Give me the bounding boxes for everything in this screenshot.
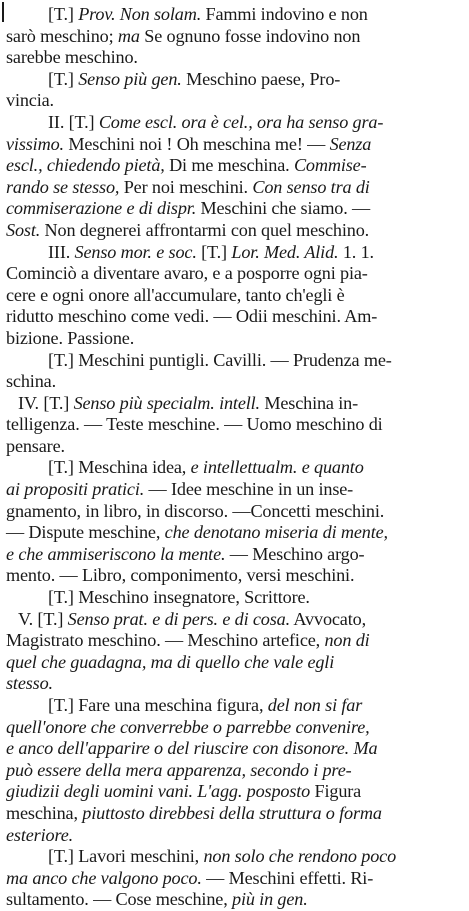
roman-text: vincia.: [6, 90, 54, 111]
text-line: [6, 695, 466, 717]
text-line: [6, 673, 466, 695]
italic-text: escl., chiedendo pietà,: [6, 155, 165, 176]
roman-text: sarebbe meschino.: [6, 47, 138, 68]
text-line: [6, 825, 466, 847]
italic-text: Senso prat. e di pers. e di cosa.: [67, 608, 291, 629]
text-line: [6, 501, 466, 523]
roman-text: — Meschino argo-: [225, 543, 365, 564]
text-line: [6, 177, 466, 199]
italic-text: Commise-: [293, 155, 367, 176]
roman-text: [T.] Fare una meschina figura,: [48, 695, 268, 715]
text-line: [6, 112, 466, 134]
roman-text: — Dispute meschine,: [6, 522, 165, 543]
italic-text: rando se stesso,: [6, 176, 120, 197]
text-line: [6, 522, 466, 544]
text-line: [6, 457, 466, 479]
roman-text: [T.]: [48, 68, 79, 89]
roman-text: mento. — Libro, componimento, versi meschini.: [6, 565, 355, 586]
text-line: [6, 414, 466, 436]
text-line: [6, 90, 466, 112]
italic-text: piuttosto direbbesi della struttura o forma: [82, 802, 382, 823]
text-line: [6, 760, 466, 782]
italic-text: più in gen.: [232, 889, 308, 910]
text-line: [6, 889, 466, 911]
italic-text: Senza: [329, 133, 372, 154]
roman-text: II. [T.]: [48, 111, 99, 132]
text-line: [6, 134, 466, 156]
text-line: [6, 306, 466, 328]
roman-text: [T.] Lavori meschini,: [48, 846, 204, 867]
italic-text: Senso più gen.: [78, 68, 182, 89]
text-line: [6, 803, 466, 825]
italic-text: che denotano miseria di mente,: [164, 522, 388, 543]
roman-text: Meschino paese, Pro-: [181, 68, 341, 89]
roman-text: — Idee meschine in un inse-: [144, 479, 354, 500]
text-line: [6, 868, 466, 890]
text-line: [6, 350, 466, 372]
italic-text: ma: [117, 25, 140, 46]
text-line: [6, 717, 466, 739]
roman-text: III.: [48, 241, 75, 262]
text-line: [6, 220, 466, 242]
roman-text: [T.]: [48, 4, 79, 24]
roman-text: pensare.: [6, 435, 65, 456]
text-line: [6, 263, 466, 285]
text-line: [6, 781, 466, 803]
roman-text: Di me meschina.: [164, 155, 294, 176]
roman-text: Meschini noi ! Oh meschina me! —: [63, 133, 330, 154]
italic-text: commiserazione e di dispr.: [6, 198, 197, 219]
italic-text: Sost.: [6, 219, 41, 240]
text-line: [6, 242, 466, 264]
italic-text: quel che guadagna, ma di quello che vale egli: [6, 651, 335, 672]
roman-text: ridutto meschino come vedi. — Odii meschini. Am-: [6, 306, 378, 327]
text-line: [6, 26, 466, 48]
text-line: [6, 47, 466, 69]
roman-text: Meschini che siamo. —: [196, 198, 371, 219]
roman-text: bizione. Passione.: [6, 327, 135, 348]
roman-text: [T.] Meschino insegnatore, Scrittore.: [48, 587, 310, 608]
italic-text: non solo che rendono poco: [203, 846, 397, 867]
italic-text: e che ammiseriscono la mente.: [6, 543, 226, 564]
text-line: [6, 479, 466, 501]
italic-text: e intellettualm. e quanto: [190, 457, 364, 478]
roman-text: telligenza. — Teste meschine. — Uomo meschino di: [6, 414, 383, 435]
roman-text: [T.]: [196, 241, 232, 262]
roman-text: Se ognuno fosse indovino non: [139, 25, 361, 46]
roman-text: IV. [T.]: [18, 392, 74, 413]
text-line: [6, 393, 466, 415]
italic-text: non di: [324, 630, 370, 651]
italic-text: Lor. Med. Alid.: [231, 241, 339, 262]
italic-text: Con senso tra di: [252, 176, 370, 197]
roman-text: cere e ogni onore all'accumulare, tanto ch'egli è: [6, 284, 345, 305]
italic-text: ai propositi pratici.: [6, 479, 145, 500]
roman-text: schina.: [6, 371, 56, 392]
italic-text: vissimo.: [6, 133, 64, 154]
text-line: [6, 630, 466, 652]
roman-text: Fammi indovino e non: [201, 4, 368, 24]
roman-text: Per noi meschini.: [119, 176, 253, 197]
text-line: [6, 69, 466, 91]
text-line: [6, 198, 466, 220]
text-line: [6, 436, 466, 458]
italic-text: Prov. Non solam.: [78, 4, 202, 24]
italic-text: del non si far: [267, 695, 363, 715]
roman-text: gnamento, in libro, in discorso. —Concetti meschini.: [6, 500, 385, 521]
italic-text: può essere della mera apparenza, secondo i pre-: [6, 759, 352, 780]
roman-text: Meschina in-: [259, 392, 359, 413]
text-line: [6, 285, 466, 307]
roman-text: 1. 1.: [338, 241, 374, 262]
dictionary-entry-column: [6, 4, 466, 911]
text-line: [6, 544, 466, 566]
roman-text: Avvocato,: [290, 608, 366, 629]
text-line: [6, 155, 466, 177]
italic-text: Come escl. ora è cel., ora ha senso gra-: [98, 111, 384, 132]
italic-text: e anco dell'apparire o del riuscire con disonore. Ma: [6, 738, 378, 759]
text-line: [6, 846, 466, 868]
text-line: [6, 587, 466, 609]
roman-text: V. [T.]: [18, 608, 68, 629]
roman-text: — Meschini effetti. Ri-: [201, 867, 374, 888]
roman-text: [T.] Meschina idea,: [48, 457, 191, 478]
roman-text: Non degnerei affrontarmi con quel meschino.: [40, 219, 370, 240]
roman-text: sultamento. — Cose meschine,: [6, 889, 232, 910]
margin-bar: [2, 2, 4, 22]
text-line: [6, 4, 466, 26]
roman-text: meschina,: [6, 802, 83, 823]
roman-text: [T.] Meschini puntigli. Cavilli. — Prudenza me-: [48, 349, 392, 370]
text-line: [6, 371, 466, 393]
roman-text: sarò meschino;: [6, 25, 118, 46]
roman-text: Figura: [310, 781, 362, 802]
italic-text: esteriore.: [6, 824, 74, 845]
text-line: [6, 609, 466, 631]
text-line: [6, 738, 466, 760]
italic-text: stesso.: [6, 673, 53, 694]
roman-text: Cominciò a diventare avaro, e a posporre ogni pia-: [6, 263, 368, 284]
text-line: [6, 652, 466, 674]
italic-text: Senso mor. e soc.: [74, 241, 197, 262]
italic-text: giudizii degli uomini vani. L'agg. posposto: [6, 781, 311, 802]
italic-text: Senso più specialm. intell.: [73, 392, 260, 413]
italic-text: ma anco che valgono poco.: [6, 867, 202, 888]
italic-text: quell'onore che converrebbe o parrebbe convenire,: [6, 716, 370, 737]
roman-text: Magistrato meschino. — Meschino artefice,: [6, 630, 325, 651]
text-line: [6, 565, 466, 587]
text-line: [6, 328, 466, 350]
